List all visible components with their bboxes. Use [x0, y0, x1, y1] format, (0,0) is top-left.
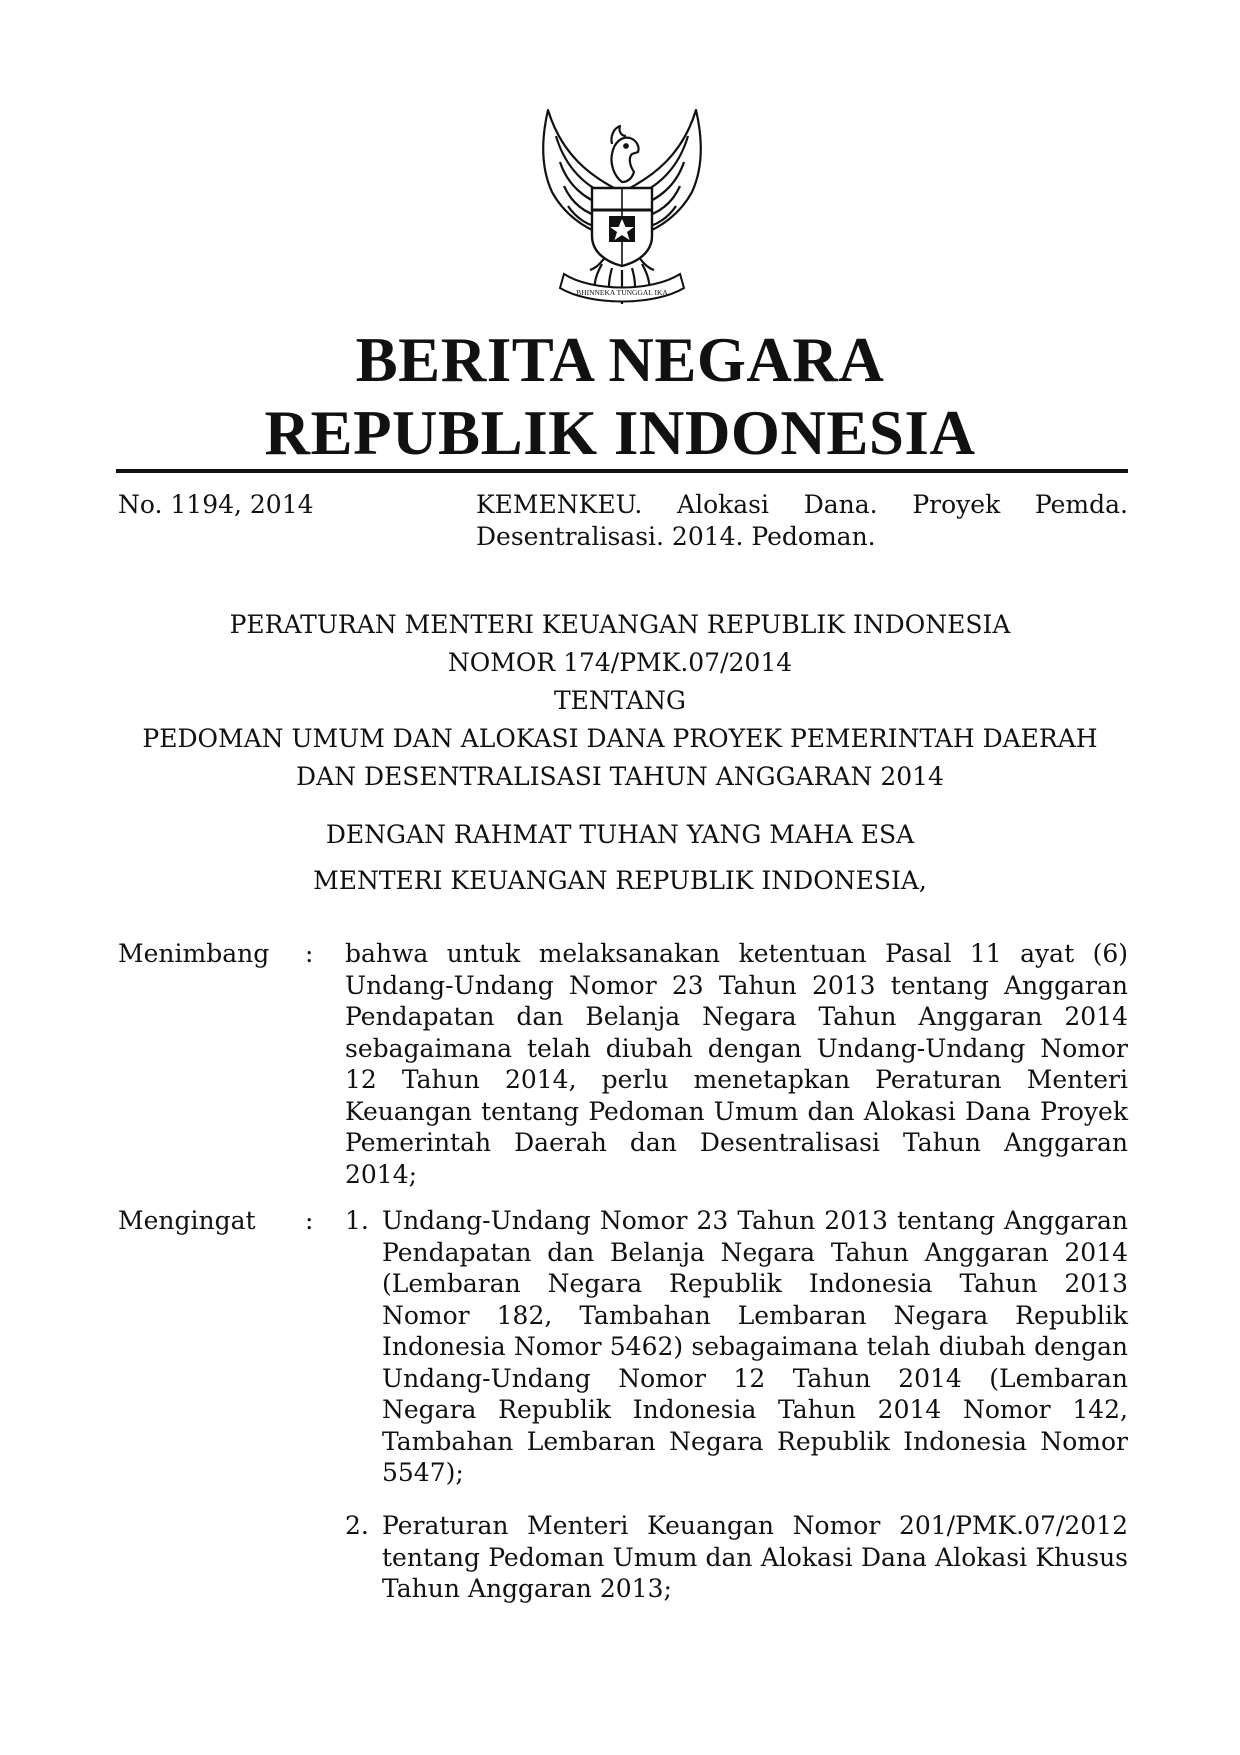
garuda-emblem-icon — [522, 96, 722, 314]
menimbang-text: bahwa untuk melaksanakan ketentuan Pasal 11 ayat (6) Undang-Undang Nomor 23 Tahun 2013 tentang Anggaran Pendapatan dan Belanja Negara Tahun Anggaran 2014 sebagaimana telah diubah dengan Undang-Undang Nomor 12 Tahun 2014, perlu menetapkan Peraturan Menteri Keuangan tentang Pedoman Umum dan Alokasi Dana Proyek Pemerintah Daerah dan Desentralisasi Tahun Anggaran 2014; — [345, 939, 1128, 1189]
menimbang-colon: : — [305, 939, 314, 968]
title-line: NOMOR 174/PMK.07/2014 — [447, 648, 793, 677]
title-line: PERATURAN MENTERI KEUANGAN REPUBLIK INDONESIA — [229, 610, 1011, 639]
invocation-line: DENGAN RAHMAT TUHAN YANG MAHA ESA — [325, 820, 915, 849]
mengingat-label: Mengingat — [118, 1206, 256, 1235]
invocation-line: MENTERI KEUANGAN REPUBLIK INDONESIA, — [313, 866, 927, 895]
mengingat-colon: : — [305, 1206, 314, 1235]
list-item-number: 2. — [345, 1511, 369, 1540]
masthead-subtitle: REPUBLIK INDONESIA — [264, 398, 976, 468]
title-line: PEDOMAN UMUM DAN ALOKASI DANA PROYEK PEMERINTAH DAERAH — [142, 724, 1098, 753]
regulation-title — [0, 606, 1240, 796]
list-item-text: Undang-Undang Nomor 23 Tahun 2013 tentang Anggaran Pendapatan dan Belanja Negara Tahun Anggaran 2014 (Lembaran Negara Republik Indonesia Tahun 2013 Nomor 182, Tambahan Lembaran Negara Republik Indonesia Nomor 5462) sebagaimana telah diubah dengan Undang-Undang Nomor 12 Tahun 2014 (Lembaran Negara Republik Indonesia Tahun 2014 Nomor 142, Tambahan Lembaran Negara Republik Indonesia Nomor 5547); — [382, 1206, 1128, 1487]
publication-subject: KEMENKEU. Alokasi Dana. Proyek Pemda. Desentralisasi. 2014. Pedoman. — [476, 490, 1128, 551]
list-item-number: 1. — [345, 1206, 369, 1235]
menimbang-label: Menimbang — [118, 939, 270, 968]
title-line: TENTANG — [553, 686, 686, 715]
invocation — [0, 812, 1240, 904]
masthead-title: BERITA NEGARA — [355, 325, 885, 395]
masthead-divider — [116, 469, 1128, 473]
list-item-text: Peraturan Menteri Keuangan Nomor 201/PMK.07/2012 tentang Pedoman Umum dan Alokasi Dana Alokasi Khusus Tahun Anggaran 2013; — [382, 1511, 1128, 1603]
publication-number: No. 1194, 2014 — [118, 490, 314, 519]
title-line: DAN DESENTRALISASI TAHUN ANGGARAN 2014 — [296, 762, 944, 791]
emblem-motto: BHINNEKA TUNGGAL IKA — [576, 288, 668, 297]
